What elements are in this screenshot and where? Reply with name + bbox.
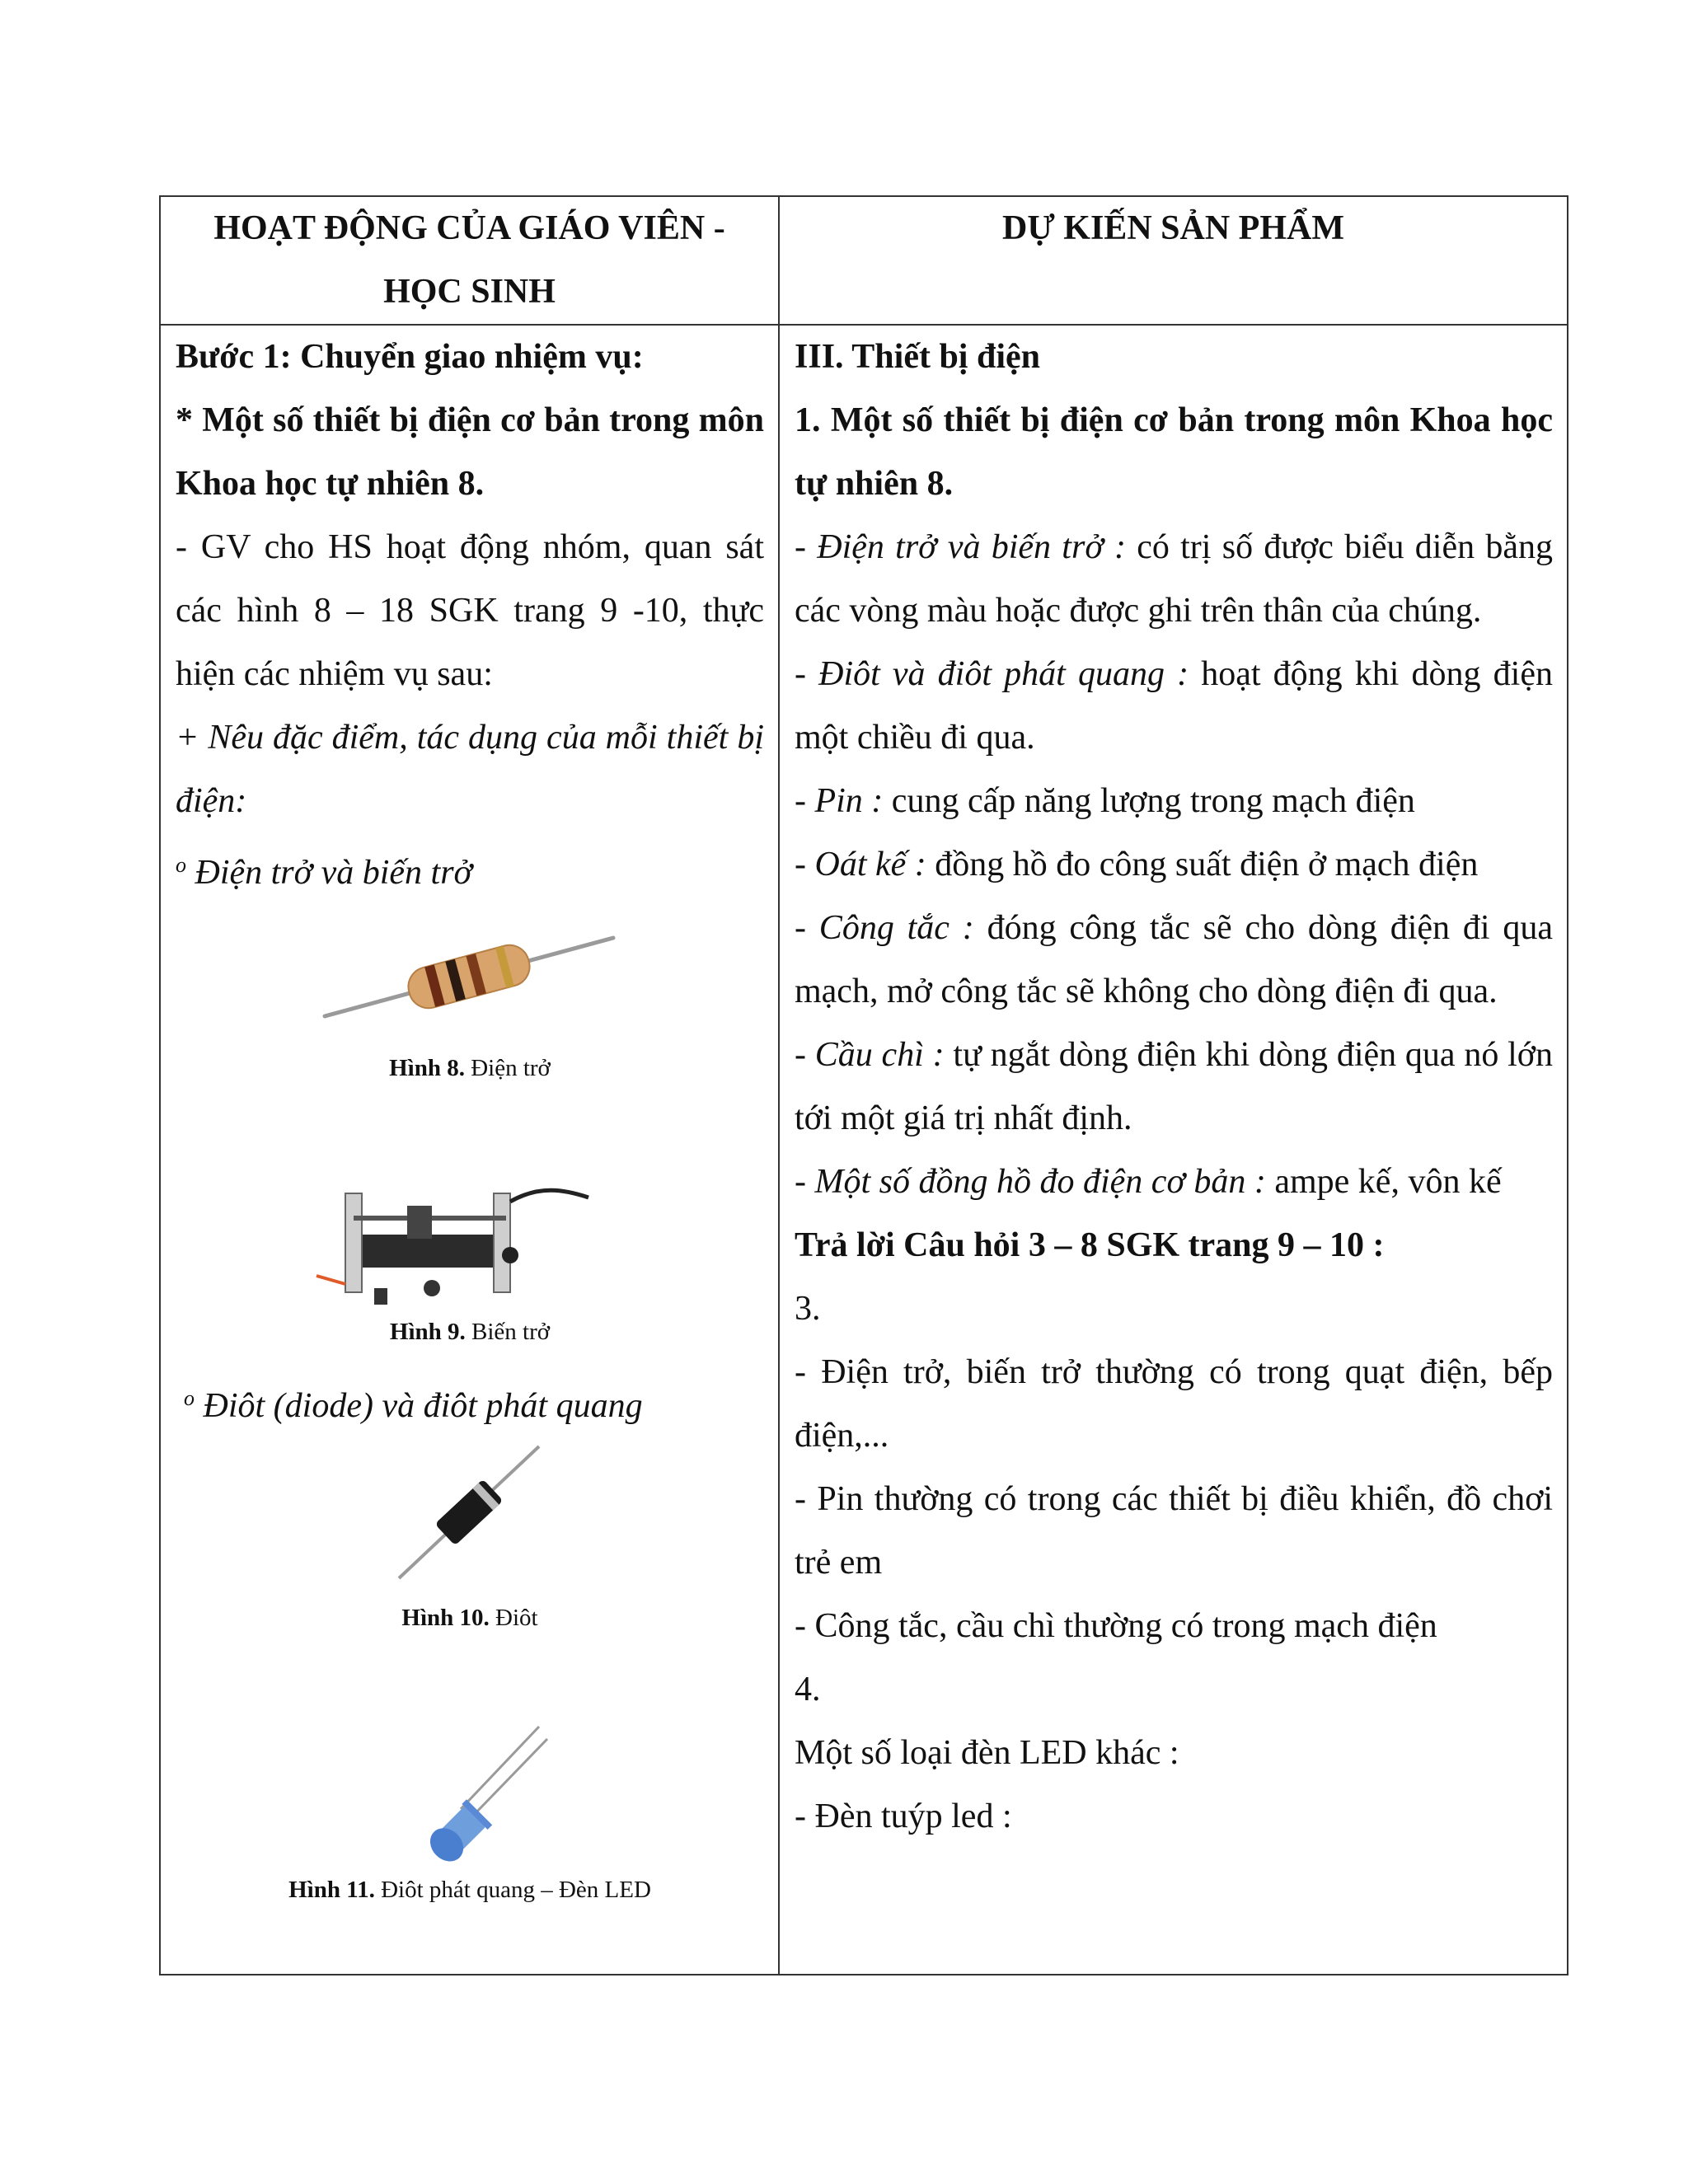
diode-image (176, 1438, 764, 1586)
figure8-caption (176, 1053, 764, 1083)
step1-heading: Bước 1: Chuyển giao nhiệm vụ: (176, 338, 644, 376)
device-term: - Pin : (795, 782, 884, 820)
device-desc: tự ngắt dòng điện khi dòng điện qua nó lớn tới một giá trị nhất định. (795, 1036, 1553, 1137)
figure10-text: Điôt (489, 1605, 538, 1631)
bullet-diodes-text: Điôt (diode) và điôt phát quang (195, 1387, 643, 1425)
answer-heading: Trả lời Câu hỏi 3 – 8 SGK trang 9 – 10 : (795, 1226, 1385, 1264)
device-item (795, 1024, 1553, 1151)
lesson-table (159, 195, 1568, 1975)
device-desc: có trị số được biểu diễn bằng các vòng màu hoặc được ghi trên thân của chúng. (795, 528, 1553, 630)
device-term: - Điện trở và biến trở : (795, 528, 1126, 566)
answer-line: - Công tắc, cầu chì thường có trong mạch điện (795, 1607, 1437, 1645)
device-term: - Oát kế : (795, 846, 926, 883)
question-3-number: 3. (795, 1290, 821, 1328)
figure-led (176, 1710, 764, 1974)
question-4-number: 4. (795, 1671, 821, 1708)
device-item (795, 1151, 1553, 1214)
figure11-number: Hình 11. (288, 1877, 375, 1903)
device-item (795, 897, 1553, 1024)
subsection-title: 1. Một số thiết bị điện cơ bản trong môn Khoa học tự nhiên 8. (795, 401, 1553, 503)
figure10-caption (176, 1603, 764, 1633)
rheostat-image (176, 1111, 764, 1317)
header-row (160, 196, 1568, 325)
resistor-image (176, 905, 764, 1053)
answer-line: - Pin thường có trong các thiết bị điều khiển, đồ chơi trẻ em (795, 1480, 1553, 1582)
device-term: - Công tắc : (795, 909, 974, 947)
figure10-number: Hình 10. (401, 1605, 490, 1631)
figure-resistor (176, 905, 764, 1103)
answer-line: Một số loại đèn LED khác : (795, 1734, 1179, 1772)
device-term: - Một số đồng hồ đo điện cơ bản : (795, 1163, 1266, 1201)
header-right-text: DỰ KIẾN SẢN PHẨM (1002, 209, 1344, 247)
expected-product-column (779, 325, 1568, 1975)
figure9-caption (176, 1317, 764, 1347)
figure9-number: Hình 9. (389, 1319, 466, 1345)
device-desc: hoạt động khi dòng điện một chiều đi qua. (795, 655, 1553, 757)
bullet-resistors-text: Điện trở và biến trở (186, 854, 472, 892)
section-title: III. Thiết bị điện (795, 338, 1040, 376)
device-desc: đồng hồ đo công suất điện ở mạch điện (926, 846, 1479, 883)
device-item (795, 516, 1553, 643)
device-item (795, 833, 1553, 897)
figure8-number: Hình 8. (389, 1055, 465, 1081)
bullet-resistors (176, 833, 764, 905)
device-item (795, 643, 1553, 770)
device-desc: đóng công tắc sẽ cho dòng điện đi qua mạch, mở công tắc sẽ không cho dòng điện đi qua. (795, 909, 1554, 1010)
header-left (160, 196, 779, 325)
figure-rheostat (176, 1111, 764, 1366)
answer-line: - Đèn tuýp led : (795, 1797, 1012, 1835)
answer-line: - Điện trở, biến trở thường có trong quạt điện, bếp điện,... (795, 1353, 1553, 1455)
bullet-mark: o (184, 1386, 195, 1410)
bullet-diodes (176, 1366, 764, 1438)
led-image (176, 1710, 764, 1867)
device-desc: ampe kế, vôn kế (1265, 1163, 1502, 1201)
device-term: - Điôt và điôt phát quang : (795, 655, 1189, 693)
figure11-text: Điôt phát quang – Đèn LED (374, 1877, 651, 1903)
figure11-caption (176, 1875, 764, 1905)
teacher-student-column (160, 325, 779, 1975)
devices-heading: * Một số thiết bị điện cơ bản trong môn Khoa học tự nhiên 8. (176, 401, 764, 503)
device-term: - Cầu chì : (795, 1036, 945, 1074)
header-left-text: HOẠT ĐỘNG CỦA GIÁO VIÊN - HỌC SINH (213, 209, 725, 311)
device-item (795, 770, 1553, 833)
task-text: - GV cho HS hoạt động nhóm, quan sát các hình 8 – 18 SGK trang 9 -10, thực hiện các nhiệm vụ sau: (176, 528, 764, 693)
figure8-text: Điện trở (464, 1055, 551, 1081)
device-desc: cung cấp năng lượng trong mạch điện (883, 782, 1415, 820)
body-row (160, 325, 1568, 1975)
question-text: + Nêu đặc điểm, tác dụng của mỗi thiết bị điện: (176, 719, 764, 820)
figure9-text: Biến trở (465, 1319, 551, 1345)
header-right (779, 196, 1568, 325)
figure-diode (176, 1438, 764, 1677)
bullet-mark: o (176, 853, 186, 877)
